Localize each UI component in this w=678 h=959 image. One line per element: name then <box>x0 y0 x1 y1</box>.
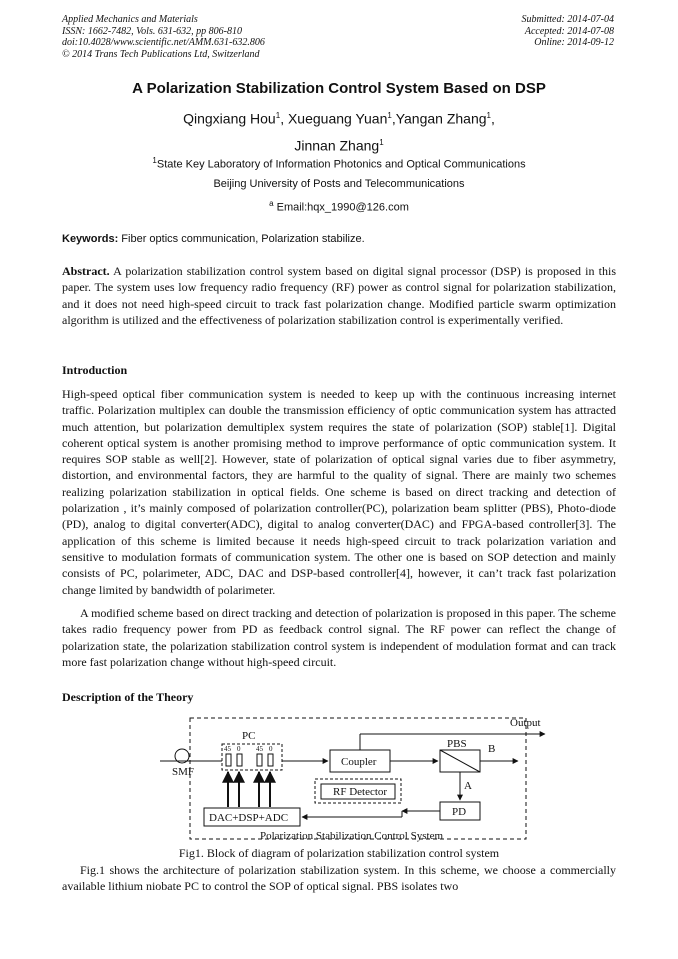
keywords <box>62 233 616 245</box>
pc-angle: 45 <box>224 745 231 753</box>
journal-issn: ISSN: 1662-7482, Vols. 631-632, pp 806-810 <box>62 25 242 37</box>
theory-paragraph: Fig.1 shows the architecture of polarization stabilization system. In this scheme, we choose a commercially available lithium niobate PC to control the SOP of optical signal. PBS isolates two <box>62 863 616 894</box>
figure-caption: Fig1. Block of diagram of polarization stabilization control system <box>178 846 500 860</box>
port-a-label: A <box>464 780 472 792</box>
author-name: Qingxiang Hou <box>183 110 276 127</box>
introduction-heading: Introduction <box>62 363 128 377</box>
journal-info <box>62 14 265 60</box>
system-block-diagram <box>140 712 550 844</box>
email-mark: a <box>269 199 274 208</box>
system-label: Polarization Stabilization Control System <box>260 830 444 842</box>
author-affil-mark: 1 <box>379 137 384 147</box>
pc-angle: 45 <box>256 745 263 753</box>
controller-label: DAC+DSP+ADC <box>209 812 289 824</box>
journal-name: Applied Mechanics and Materials <box>62 14 198 25</box>
journal-doi: doi:10.4028/www.scientific.net/AMM.631-632.806 <box>62 37 265 49</box>
author-list <box>0 104 678 157</box>
accepted-date: Accepted: 2014-07-08 <box>524 25 614 37</box>
abstract <box>62 263 616 328</box>
smf-label: SMF <box>172 766 195 778</box>
author-name: Yangan Zhang <box>395 110 487 127</box>
coupler-label: Coupler <box>341 756 377 768</box>
affiliation-email <box>0 199 678 214</box>
keywords-text: Fiber optics communication, Polarization stabilize. <box>118 233 365 245</box>
introduction-paragraph-1: High-speed optical fiber communication system is needed to keep up with the continuous increasing internet traffic. Polarization multiplex can double the transmission efficiency of optic communication system has attracted much attention, but polarization demultiplex system requires the state of polarization (SOP) stable[1]. Digital coherent optical system is another promising method to improve performance of optic communication system. It requires SOP stable as well[2]. However, state of polarization of optical signal varies due to fiber asymmetry, distortion, and environmental factors, they are harmful to the quality of signal. There are mainly two schemes realizing polarization stabilization in optical fields. One scheme is based on direct tracking and detection of polarization , it’s mainly composed of polarization controller(PC), polarization beam splitter (PBS), Photo-diode (PD), analog to digital converter(ADC), digital to analog converter(DAC) and FPGA-based controller[3]. The application of this scheme is limited because it needs high-speed circuit to track polarization variation and sensitive to modulation formats of communication system. The other one is based on SOP detection and mainly consists of PC, polarimeter, ADC, DAC and DSP-based controller[4], however, it can’t track fast polarization change limited by bandwidth of polarimeter. <box>62 387 616 597</box>
journal-copyright: © 2014 Trans Tech Publications Ltd, Switzerland <box>62 48 260 60</box>
rf-detector-label: RF Detector <box>333 786 388 798</box>
introduction-paragraph-2: A modified scheme based on direct tracking and detection of polarization is proposed in this paper. The scheme takes radio frequency power from PD as feedback control signal. The RF power can reflect the change of polarization state, the polarization stabilization control system is independent of modulation format and can track more fast polarization change without high-speed circuit. <box>62 606 616 669</box>
pc-angle: 0 <box>237 745 241 753</box>
pd-label: PD <box>452 806 467 818</box>
pc-waveplate <box>226 754 231 766</box>
author-name: Jinnan Zhang <box>294 137 380 154</box>
author-affil-mark: 1 <box>486 111 491 120</box>
online-date: Online: 2014-09-12 <box>534 37 614 49</box>
affiliation-line-2: Beijing University of Posts and Telecommunications <box>213 178 465 190</box>
pc-waveplate <box>237 754 242 766</box>
publication-dates <box>522 14 615 49</box>
author-separator: , <box>391 110 396 127</box>
author-separator: , <box>491 110 495 127</box>
author-name: Xueguang Yuan <box>287 110 388 127</box>
author-affil-mark: 1 <box>387 111 392 120</box>
pbs-label: PBS <box>447 738 467 750</box>
affiliation-lab: State Key Laboratory of Information Photonics and Optical Communications <box>156 158 526 171</box>
theory-heading: Description of the Theory <box>62 690 194 704</box>
port-b-label: B <box>488 743 496 755</box>
submitted-date: Submitted: 2014-07-04 <box>521 14 614 25</box>
abstract-text: A polarization stabilization control system based on digital signal processor (DSP) is proposed in this paper. The system uses low frequency radio frequency (RF) power as control signal for polarization stabilization, and it does not need high-speed circuit to track fast polarization change. Modified particle swarm optimization algorithm is utilized and the effectiveness of polarization stabilization control is experimentally verified. <box>62 264 616 327</box>
author-affil-mark: 1 <box>275 111 281 120</box>
email-text: Email:hqx_1990@126.com <box>273 201 409 214</box>
author-line-2 <box>0 131 678 158</box>
author-line-1 <box>0 104 678 131</box>
pc-waveplate <box>257 754 262 766</box>
pc-waveplate <box>268 754 273 766</box>
pbs-diagonal <box>440 750 480 772</box>
affil-mark: 1 <box>152 156 157 165</box>
keywords-label: Keywords: <box>62 233 119 245</box>
abstract-label: Abstract. <box>62 264 110 278</box>
pc-angle: 0 <box>269 745 273 753</box>
output-label: Output <box>510 717 541 729</box>
affiliation-line-1 <box>0 156 678 171</box>
pc-label: PC <box>242 730 256 742</box>
author-separator: , <box>280 110 288 127</box>
paper-title: A Polarization Stabilization Control System Based on DSP <box>132 80 546 97</box>
